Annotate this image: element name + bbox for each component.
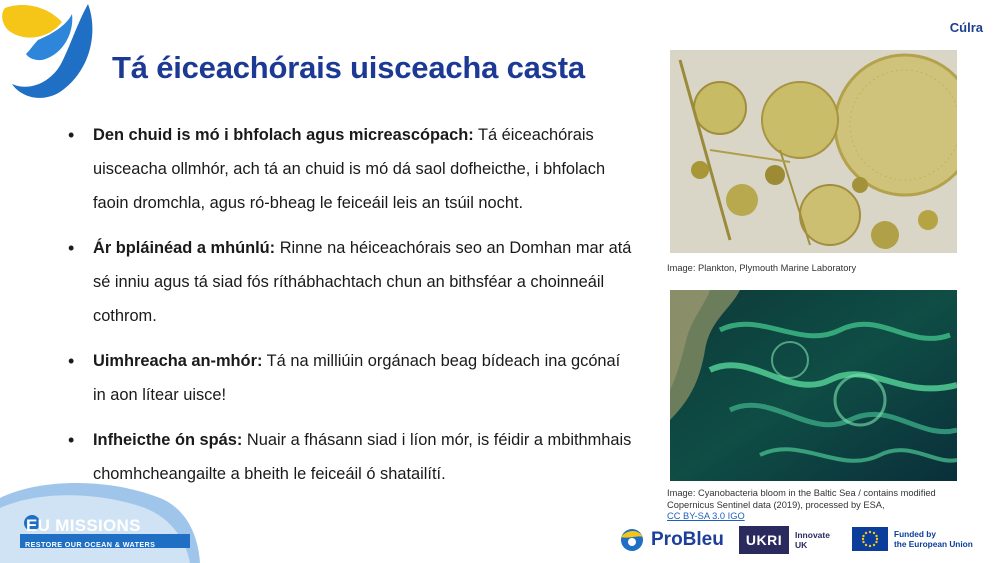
- uk-label: UK: [795, 540, 808, 550]
- funded-by-label: Funded by: [894, 528, 936, 539]
- slide-title: Tá éiceachórais uisceacha casta: [112, 50, 585, 85]
- plankton-image: [670, 50, 957, 253]
- innovate-uk-label: [795, 530, 830, 550]
- bullet-text: Rinne na héiceachórais seo an Domhan mar atá sé inniu agus tá siad fós ríthábhachtach chun an bithsféar a choinneáil cothrom.: [93, 239, 632, 325]
- probleu-swirl-logo: [0, 0, 100, 100]
- eu-missions-label: EU MISSIONS: [26, 516, 141, 535]
- section-tag: Cúlra: [949, 20, 983, 35]
- european-union-label: the European Union: [894, 539, 973, 549]
- ukri-mark: UKRI: [739, 526, 789, 554]
- ukri-logo: [739, 526, 830, 554]
- bullet-item: [66, 231, 636, 333]
- bullet-text: Nuair a fhásann siad i líon mór, is féidir a mbithmhais chomhcheangailte a bheith le feiceáil ó shatailítí.: [93, 431, 632, 483]
- eu-funding-logo: [852, 527, 973, 551]
- bullet-list: [66, 118, 636, 502]
- eu-funding-label: [894, 529, 973, 550]
- eu-flag-icon: [852, 527, 888, 551]
- caption-line: Copernicus Sentinel data (2019), processed by ESA,: [667, 499, 885, 510]
- probleu-icon: [617, 527, 647, 553]
- bullet-item: [66, 344, 636, 412]
- cyanobacteria-satellite-image: [670, 290, 957, 481]
- plankton-caption: Image: Plankton, Plymouth Marine Laboratory: [667, 263, 857, 273]
- caption-line: Image: Cyanobacteria bloom in the Baltic Sea / contains modified: [667, 488, 936, 498]
- bullet-heading: Den chuid is mó i bhfolach agus micreascópach:: [93, 126, 474, 144]
- license-link[interactable]: CC BY-SA 3.0 IGO: [667, 511, 745, 522]
- eu-missions-sublabel: RESTORE OUR OCEAN & WATERS: [25, 540, 156, 549]
- bullet-heading: Infheicthe ón spás:: [93, 431, 243, 449]
- probleu-wordmark: ProBleu: [651, 529, 724, 550]
- bullet-heading: Uimhreacha an-mhór:: [93, 352, 263, 370]
- satellite-caption: [667, 488, 967, 523]
- probleu-logo: [617, 527, 724, 553]
- bullet-text: Tá éiceachórais uisceacha ollmhór, ach tá an chuid is mó dá saol dofheicthe, i bhfolach faoin dromchla, agus ró-bheag le feiceáil leis an tsúil nocht.: [93, 126, 606, 212]
- bullet-item: [66, 118, 636, 220]
- bullet-text: Tá na milliúin orgánach beag bídeach ina gcónaí in aon lítear uisce!: [93, 352, 621, 404]
- bullet-heading: Ár bpláinéad a mhúnlú:: [93, 239, 276, 257]
- innovate-label: Innovate: [795, 530, 830, 540]
